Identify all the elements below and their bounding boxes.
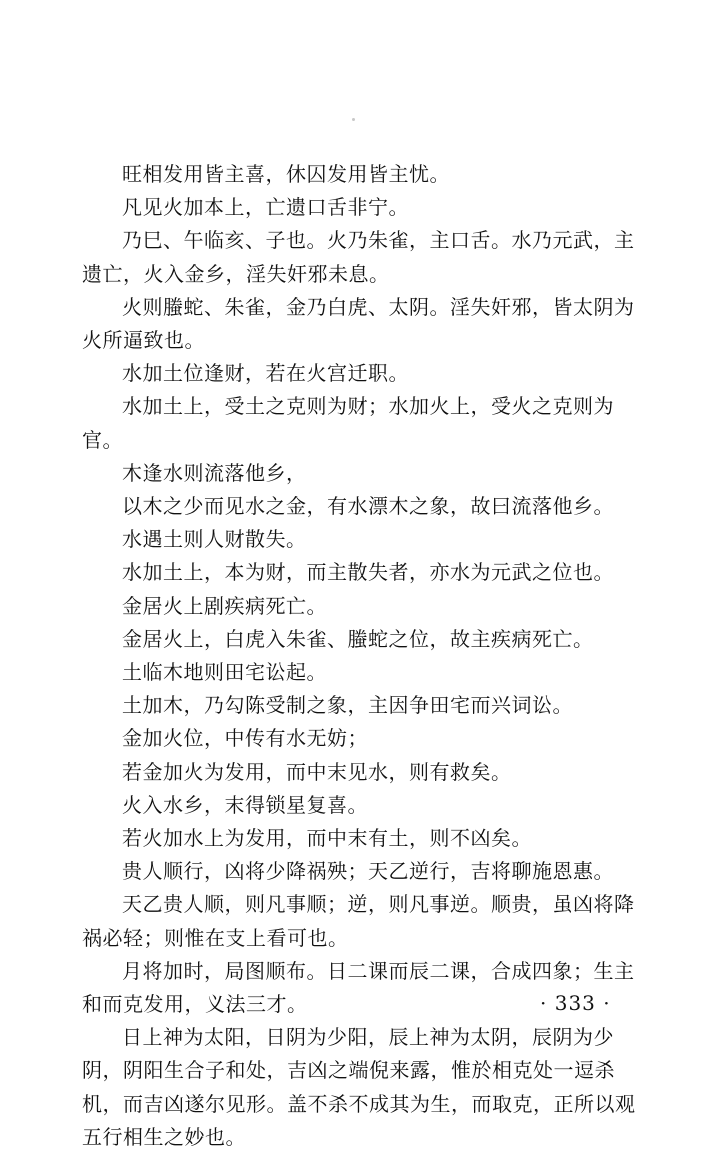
paragraph: 若金加火为发用，而中末见水，则有救矣。	[122, 759, 512, 784]
paragraph: 火入水乡，末得锁星复喜。	[122, 792, 368, 817]
paragraph: 金居火上剧疾病死亡。	[122, 593, 327, 618]
paragraph: 天乙贵人顺，则凡事顺；逆，则凡事逆。顺贵，虽凶将降祸必轻；则惟在支上看可也。	[82, 892, 635, 950]
paragraph: 旺相发用皆主喜，休囚发用皆主忧。	[122, 162, 450, 186]
paragraph: 月将加时，局图顺布。日二课而辰二课，合成四象；生主和而克发用，义法三才。	[82, 958, 635, 1017]
paragraph: 水加土位逢财，若在火宫迁职。	[122, 361, 409, 386]
paragraph: 土临木地则田宅讼起。	[122, 660, 327, 685]
paragraph: 金居火上，白虎入朱雀、螣蛇之位，故主疾病死亡。	[122, 626, 594, 651]
paragraph: 火则螣蛇、朱雀，金乃白虎、太阴。淫失奸邪，皆太阴为火所逼致也。	[82, 294, 635, 353]
paragraph: 贵人顺行，凶将少降祸殃；天乙逆行，吉将聊施恩惠。	[122, 859, 614, 884]
paragraph: 木逢水则流落他乡，	[122, 460, 307, 485]
paragraph: 日上神为太阳，日阴为少阳，辰上神为太阴，辰阴为少阴，阴阳生合子和处，吉凶之端倪来露，惟於相克处一逗杀机，而吉凶遂尔见形。盖不杀不成其为生，而取克，正所以观五行相生之妙也。	[82, 1025, 636, 1149]
paragraph: 金加火位，中传有水无妨；	[122, 726, 368, 751]
paragraph: 水遇土则人财散失。	[122, 527, 307, 552]
paragraph: 若火加水上为发用，而中末有土，则不凶矣。	[122, 826, 532, 851]
paragraph: 以木之少而见水之金，有水漂木之象，故曰流落他乡。	[122, 494, 614, 519]
scan-speck	[352, 118, 355, 121]
paragraph: 土加木，乃勾陈受制之象，主因争田宅而兴词讼。	[122, 693, 573, 718]
paragraph: 乃巳、午临亥、子也。火乃朱雀，主口舌。水乃元武，主遗亡，火入金乡，淫失奸邪未息。	[82, 228, 635, 286]
paragraph: 水加土上，本为财，而主散失者，亦水为元武之位也。	[122, 560, 614, 585]
page-number: · 333 ·	[540, 991, 611, 1015]
paragraph: 凡见火加本上，亡遗口舌非宁。	[122, 195, 409, 220]
paragraph: 水加土上，受土之克则为财；水加火上，受火之克则为官。	[82, 394, 614, 452]
